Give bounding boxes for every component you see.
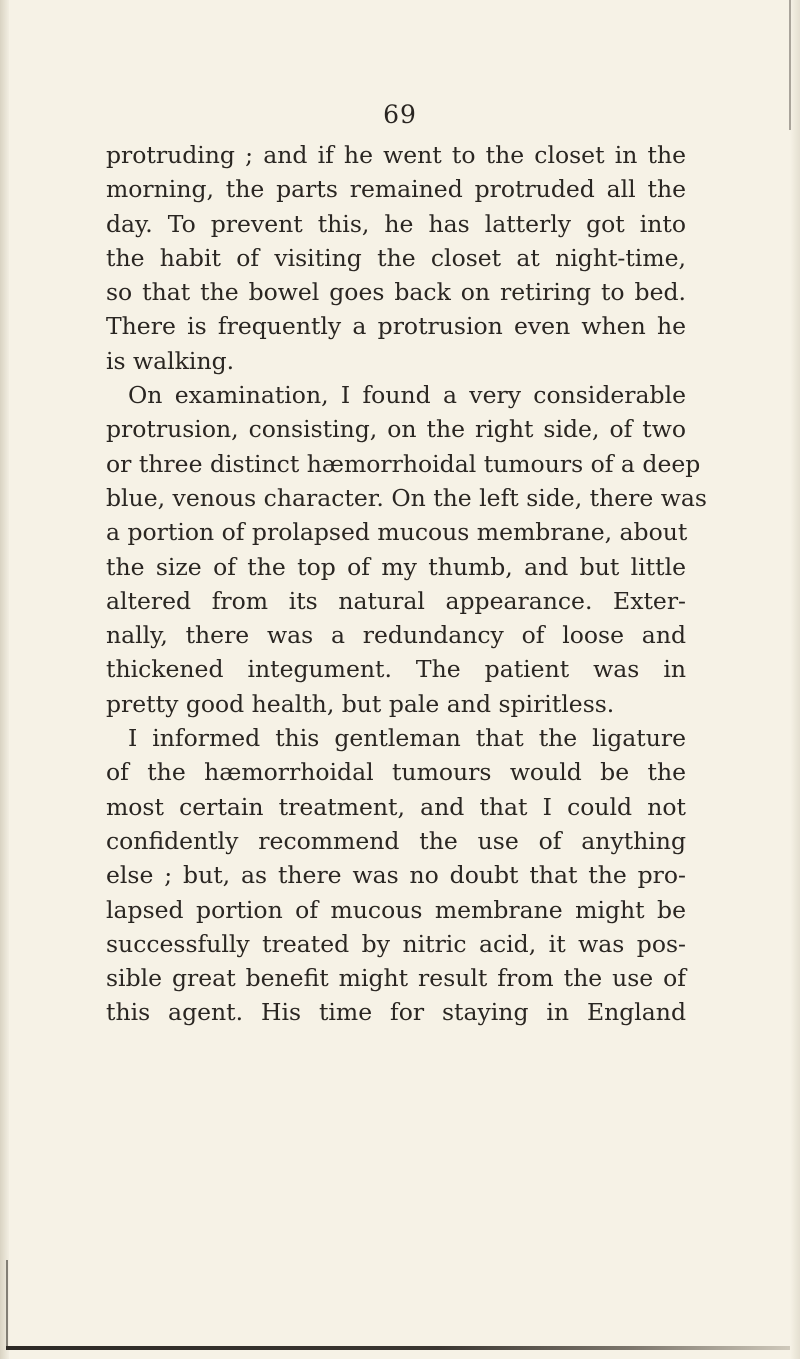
text-line: I informed this gentleman that the ligature [128,724,686,753]
text-line: morning, the parts remained protruded all the [106,175,686,204]
left-margin-rule [6,1260,8,1348]
text-line: successfully treated by nitric acid, it was pos- [106,929,686,958]
text-line: or three distinct hæmorrhoidal tumours of a deep [106,449,701,478]
text-line: is walking. [106,346,235,375]
page-edge-left [0,0,9,1359]
page-edge-right [790,0,800,1359]
text-line: this agent. His time for staying in England [106,998,686,1027]
body-text [106,138,707,1030]
text-line: altered from its natural appearance. Exter- [106,586,686,615]
text-line: blue, venous character. On the left side, there was [106,483,707,512]
text-line: else ; but, as there was no doubt that the pro- [106,861,686,890]
text-line: protrusion, consisting, on the right side, of two [106,415,686,444]
text-line: thickened integument. The patient was in [106,655,686,684]
text-line: protruding ; and if he went to the closet in the [106,141,686,169]
text-line: a portion of prolapsed mucous membrane, about [106,518,688,547]
text-line: of the hæmorrhoidal tumours would be the [106,758,686,787]
text-line: the habit of visiting the closet at night-time, [106,243,686,272]
page-number: 69 [383,100,417,129]
text-line: On examination, I found a very considerable [128,381,686,410]
bottom-page-rule [6,1346,790,1350]
text-line: so that the bowel goes back on retiring to bed. [106,278,686,307]
text-line: sible great benefit might result from the use of [106,964,686,993]
text-line: the size of the top of my thumb, and but little [106,552,686,581]
text-line: lapsed portion of mucous membrane might be [106,895,686,924]
text-line: confidently recommend the use of anything [106,826,686,855]
text-line: day. To prevent this, he has latterly got into [106,209,686,238]
text-line: There is frequently a protrusion even when he [106,312,686,341]
text-line: pretty good health, but pale and spiritless. [106,689,615,718]
text-line: nally, there was a redundancy of loose and [106,621,686,650]
text-line: most certain treatment, and that I could not [106,792,686,821]
